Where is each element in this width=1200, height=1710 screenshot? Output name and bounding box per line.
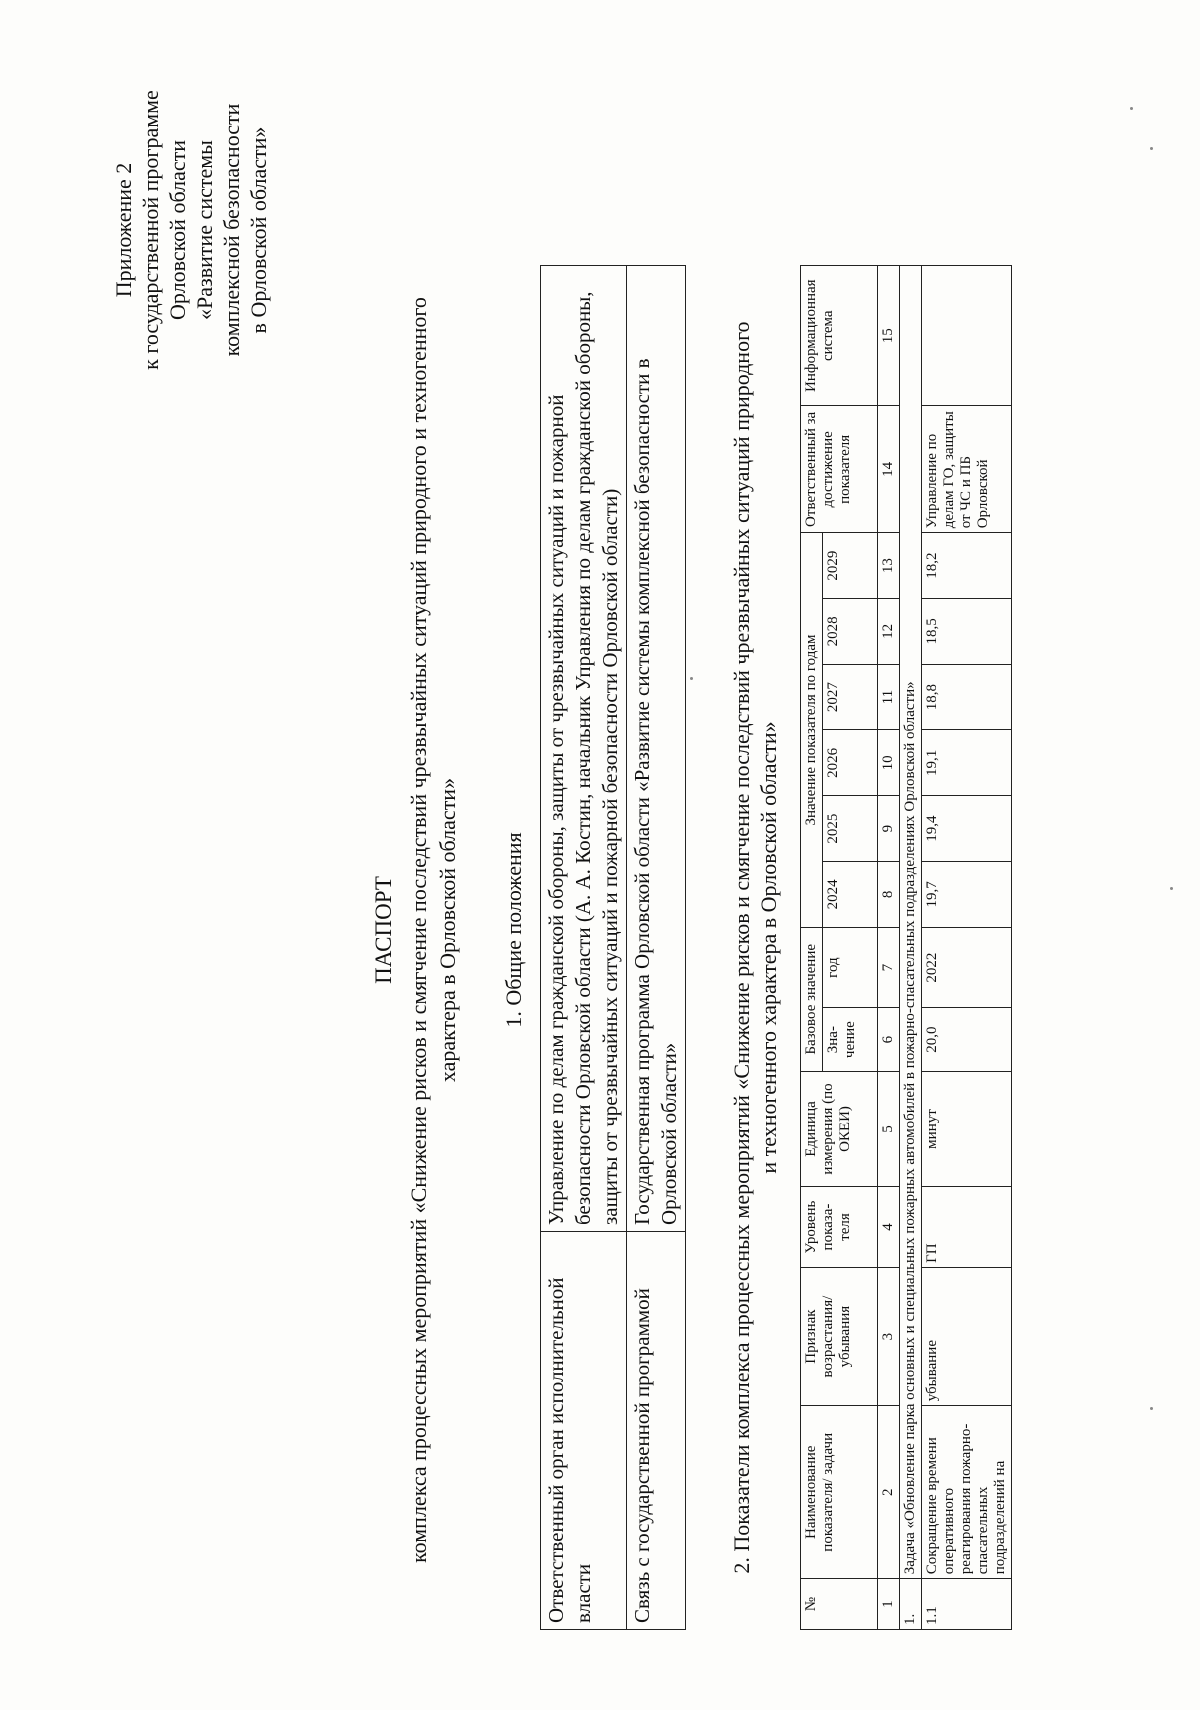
header-year: 2025: [823, 796, 878, 862]
column-number: 7: [878, 927, 900, 1008]
cell-name: Сокращение времени оперативного реагирования пожарно-спасательных подразделений на: [922, 1406, 1012, 1579]
annex-line: комплексной безопасности: [219, 103, 244, 357]
scan-speck: [1150, 147, 1153, 150]
column-number: 2: [878, 1406, 900, 1579]
section-2-heading-line: и техногенного характера в Орловской области»: [756, 721, 781, 1174]
cell-responsible: Управление по делам ГО, защиты от ЧС и ПБ Орловской: [922, 406, 1012, 533]
cell-year-value: 19,1: [922, 730, 1012, 796]
annex-line: Орловской области: [165, 140, 190, 320]
passport-heading: ПАСПОРТ: [371, 876, 396, 984]
column-number: 1: [878, 1579, 900, 1630]
column-number: 14: [878, 406, 900, 533]
header-year: 2028: [823, 599, 878, 665]
header-base-year: год: [823, 927, 878, 1008]
annex-line: к государственной программе: [138, 90, 163, 370]
cell-year-value: 19,7: [922, 861, 1012, 927]
cell-year-value: 18,2: [922, 533, 1012, 599]
scan-speck: [690, 677, 693, 680]
column-number: 11: [878, 664, 900, 730]
header-values-by-year: Значение показателя по годам: [801, 533, 823, 927]
scan-speck: [1170, 887, 1173, 890]
annex-line: «Развитие системы: [192, 140, 217, 320]
column-number: 13: [878, 533, 900, 599]
column-number: 3: [878, 1267, 900, 1405]
indicators-table: [800, 265, 1012, 1630]
scan-speck: [1150, 1407, 1153, 1410]
header-name: Наименование показателя/ задачи: [801, 1406, 878, 1579]
section-2-heading-line: 2. Показатели комплекса процессных мероприятий «Снижение рисков и смягчение последствий чрезвычайных ситуаций природного: [729, 321, 754, 1574]
header-level: Уровень показа-теля: [801, 1187, 878, 1268]
cell-year-value: 18,5: [922, 599, 1012, 665]
cell-base-value: 20,0: [922, 1008, 1012, 1071]
cell-year-value: 18,8: [922, 664, 1012, 730]
task-no: 1.: [900, 1579, 922, 1630]
header-responsible: Ответственный за достижение показателя: [801, 406, 878, 533]
header-year: 2029: [823, 533, 878, 599]
table-cell-label: Ответственный орган исполнительной власти: [541, 1232, 627, 1630]
column-number: 4: [878, 1187, 900, 1268]
annex-line: Приложение 2: [111, 162, 136, 298]
passport-title-line: комплекса процессных мероприятий «Снижение рисков и смягчение последствий чрезвычайных ситуаций природного и техногенного: [406, 297, 431, 1563]
header-year: 2026: [823, 730, 878, 796]
cell-sign: убывание: [922, 1267, 1012, 1405]
section-2-heading: [728, 265, 782, 1630]
header-info-system: Информационная система: [801, 266, 878, 406]
header-unit: Единица измерения (по ОКЕИ): [801, 1071, 878, 1186]
table-cell-label: Связь с государственной программой: [627, 1232, 686, 1630]
cell-no: 1.1: [922, 1579, 1012, 1630]
table-cell-value: Управление по делам гражданской обороны, защиты от чрезвычайных ситуаций и пожарной безопасности Орловской области (А. А. Костин, начальник Управления по делам гражданской обороны, защиты от чрезвычайных ситуаций и пожарной безопасности Орловской области): [541, 266, 627, 1232]
column-number: 5: [878, 1071, 900, 1186]
passport-title-line: характера в Орловской области»: [435, 777, 460, 1083]
column-number: 12: [878, 599, 900, 665]
section-1-heading: 1. Общие положения: [501, 832, 526, 1028]
header-no: №: [801, 1579, 878, 1630]
table-cell-value: Государственная программа Орловской области «Развитие системы комплексной безопасности в Орловской области»: [627, 266, 686, 1232]
task-row: [900, 266, 922, 1630]
column-number: 15: [878, 266, 900, 406]
header-base: Базовое значение: [801, 927, 823, 1071]
annex-line: в Орловской области»: [246, 126, 271, 334]
table-row: [922, 266, 1012, 1630]
annex-block: [110, 60, 272, 400]
task-text: Задача «Обновление парка основных и специальных пожарных автомобилей в пожарно-спасательных подразделениях Орловской области»: [900, 266, 922, 1579]
column-number: 9: [878, 796, 900, 862]
table-header-row: [801, 266, 823, 1630]
header-sign: Признак возрастания/ убывания: [801, 1267, 878, 1405]
header-year: 2024: [823, 861, 878, 927]
header-year: 2027: [823, 664, 878, 730]
cell-year-value: 19,4: [922, 796, 1012, 862]
table-row: [627, 266, 686, 1630]
general-provisions-table: [540, 265, 686, 1630]
cell-base-year: 2022: [922, 927, 1012, 1008]
column-number-row: [878, 266, 900, 1630]
column-number: 10: [878, 730, 900, 796]
column-number: 8: [878, 861, 900, 927]
header-base-value: Зна-чение: [823, 1008, 878, 1071]
cell-info-system: [922, 266, 1012, 406]
cell-level: ГП: [922, 1187, 1012, 1268]
table-row: [541, 266, 627, 1630]
column-number: 6: [878, 1008, 900, 1071]
scan-speck: [1130, 107, 1133, 110]
cell-unit: минут: [922, 1071, 1012, 1186]
